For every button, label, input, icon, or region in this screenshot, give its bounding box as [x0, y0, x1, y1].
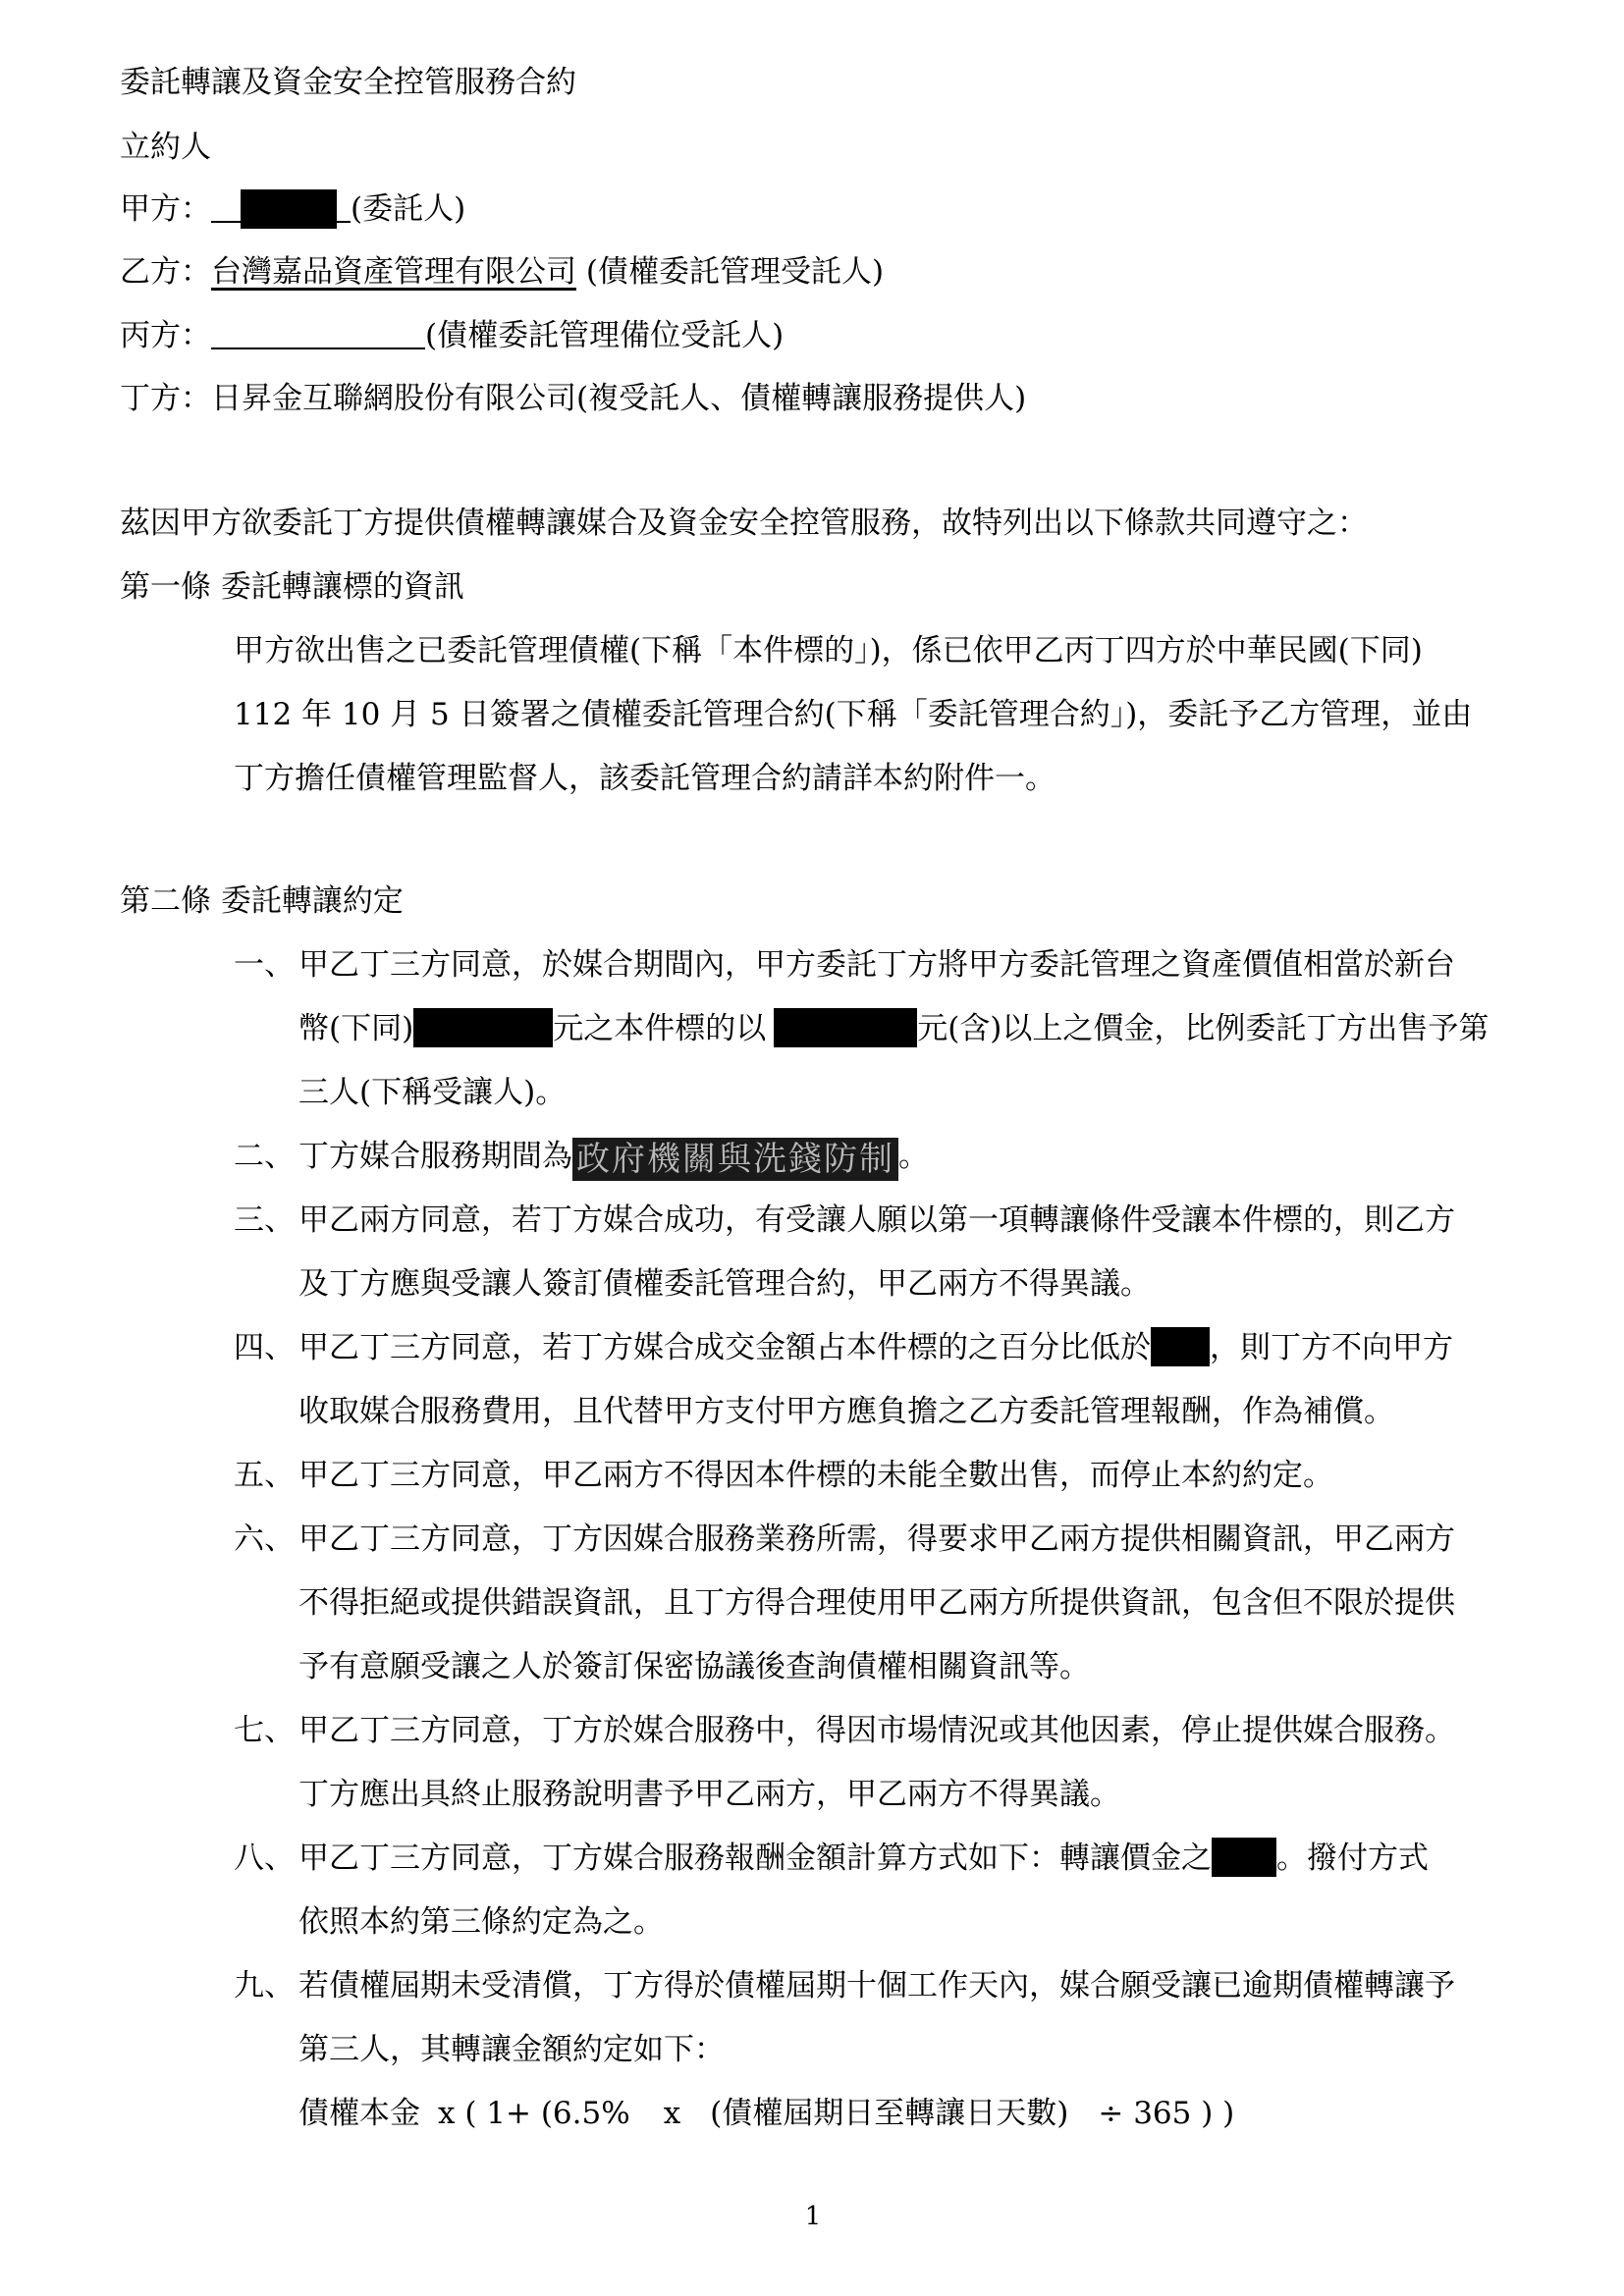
item-number: 一、 — [234, 947, 295, 983]
item-text: 甲乙丁三方同意，甲乙兩方不得因本件標的未能全數出售，而停止本約約定。 — [298, 1458, 1333, 1493]
item-text: 甲乙丁三方同意，丁方因媒合服務業務所需，得要求甲乙兩方提供相關資訊，甲乙兩方 — [298, 1522, 1455, 1557]
article1-line-3: 丁方擔任債權管理監督人，該委託管理合約請詳本約附件一。 — [234, 761, 1056, 796]
party-d-line — [120, 377, 1026, 420]
item-number: 六、 — [234, 1522, 295, 1557]
document-title: 委託轉讓及資金安全控管服務合約 — [120, 65, 576, 100]
item-number: 五、 — [234, 1458, 295, 1493]
item-text: ，則丁方不向甲方 — [1210, 1330, 1453, 1365]
party-a-underline — [211, 191, 241, 223]
item-number: 七、 — [234, 1713, 295, 1748]
item-number: 九、 — [234, 1968, 295, 2003]
item-text: 幣(下同) — [298, 1011, 414, 1046]
parties-heading: 立約人 — [120, 130, 211, 165]
item-text: 若債權屆期未受清償，丁方得於債權屆期十個工作天內，媒合願受讓已逾期債權轉讓予 — [298, 1968, 1455, 2003]
item-text: 甲乙兩方同意，若丁方媒合成功，有受讓人願以第一項轉讓條件受讓本件標的，則乙方 — [298, 1202, 1455, 1238]
party-a-role: (委託人) — [351, 191, 466, 227]
item-text: 。 — [898, 1139, 929, 1174]
item-text: 甲乙丁三方同意，於媒合期間內，甲方委託丁方將甲方委託管理之資產價值相當於新台 — [298, 947, 1455, 983]
article2-heading: 第二條 委託轉讓約定 — [120, 883, 404, 919]
party-c-line — [120, 314, 784, 357]
article1-line-2: 112 年 10 月 5 日簽署之債權委託管理合約(下稱「委託管理合約」)，委託予乙方管理，並由 — [234, 697, 1473, 732]
item-text: 。撥付方式 — [1276, 1841, 1429, 1876]
party-a-label: 甲方： — [120, 191, 211, 227]
item-number: 八、 — [234, 1841, 295, 1876]
party-a-underline-end — [337, 191, 351, 223]
item7-line-1 — [234, 1709, 1455, 1752]
formula-days: (債權屆期日至轉讓日天數) — [710, 2096, 1069, 2131]
article1-heading: 第一條 委託轉讓標的資訊 — [120, 569, 464, 605]
formula-rate: x ( 1+ (6.5% — [438, 2096, 630, 2131]
item-number: 二、 — [234, 1139, 295, 1174]
party-d-text: 日昇金互聯網股份有限公司(複受託人、債權轉讓服務提供人) — [211, 381, 1027, 416]
item3-line-1 — [234, 1199, 1455, 1242]
item-text: 甲乙丁三方同意，若丁方媒合成交金額占本件標的之百分比低於 — [298, 1330, 1151, 1365]
redaction-block — [241, 189, 337, 229]
party-c-role: (債權委託管理備位受託人) — [425, 318, 785, 353]
party-b-role: (債權委託管理受託人) — [585, 254, 885, 290]
redaction-block — [1151, 1327, 1210, 1366]
item1-line-1 — [234, 943, 1455, 987]
item7-line-2: 丁方應出具終止服務說明書予甲乙兩方，甲乙兩方不得異議。 — [298, 1777, 1120, 1812]
item2-line — [234, 1135, 929, 1181]
item4-line-1 — [234, 1326, 1453, 1369]
item-text: 丁方媒合服務期間為 — [298, 1139, 572, 1174]
formula-principal: 債權本金 — [298, 2096, 420, 2131]
page-number: 1 — [804, 2202, 822, 2231]
item1-line-3: 三人(下稱受讓人)。 — [298, 1075, 567, 1110]
item8-line-2: 依照本約第三條約定為之。 — [298, 1904, 664, 1940]
item-text: 甲乙丁三方同意，丁方媒合服務報酬金額計算方式如下：轉讓價金之 — [298, 1841, 1212, 1876]
item-text: 元之本件標的以 — [553, 1011, 767, 1046]
item-number: 三、 — [234, 1202, 295, 1238]
transfer-formula — [298, 2092, 1234, 2135]
formula-multiply: x — [663, 2096, 681, 2131]
party-c-label: 丙方： — [120, 318, 211, 353]
party-b-name: 台灣嘉品資產管理有限公司 — [211, 254, 576, 290]
item-number: 四、 — [234, 1330, 295, 1365]
formula-divisor: ÷ 365 ) ) — [1098, 2096, 1235, 2131]
party-c-blank — [211, 318, 425, 349]
redaction-block — [1212, 1838, 1276, 1877]
item4-line-2: 收取媒合服務費用，且代替甲方支付甲方應負擔之乙方委託管理報酬，作為補償。 — [298, 1394, 1394, 1429]
item-text: 元(含)以上之價金，比例委託丁方出售予第 — [917, 1011, 1489, 1046]
item1-line-2 — [298, 1007, 1489, 1050]
item-text: 甲乙丁三方同意，丁方於媒合服務中，得因市場情況或其他因素，停止提供媒合服務。 — [298, 1713, 1455, 1748]
party-b-label: 乙方： — [120, 254, 211, 290]
party-a-line — [120, 187, 465, 231]
item5-line — [234, 1454, 1333, 1497]
item6-line-1 — [234, 1518, 1455, 1561]
item8-line-1 — [234, 1837, 1429, 1880]
redaction-block — [774, 1008, 917, 1047]
party-d-label: 丁方： — [120, 381, 211, 416]
article1-line-1: 甲方欲出售之已委託管理債權(下稱「本件標的」)，係已依甲乙丙丁四方於中華民國(下同) — [234, 633, 1423, 668]
item9-line-1 — [234, 1964, 1455, 2007]
preamble: 茲因甲方欲委託丁方提供債權轉讓媒合及資金安全控管服務，故特列出以下條款共同遵守之： — [120, 506, 1368, 541]
redaction-block — [413, 1008, 553, 1047]
item9-line-2: 第三人，其轉讓金額約定如下： — [298, 2032, 725, 2067]
item6-line-2: 不得拒絕或提供錯誤資訊，且丁方得合理使用甲乙兩方所提供資訊，包含但不限於提供 — [298, 1585, 1455, 1621]
party-b-line — [120, 250, 884, 294]
watermark-redaction: 政府機關與洗錢防制 — [572, 1138, 898, 1181]
item3-line-2: 及丁方應與受讓人簽訂債權委託管理合約，甲乙兩方不得異議。 — [298, 1266, 1151, 1302]
item6-line-3: 予有意願受讓之人於簽訂保密協議後查詢債權相關資訊等。 — [298, 1649, 1090, 1684]
